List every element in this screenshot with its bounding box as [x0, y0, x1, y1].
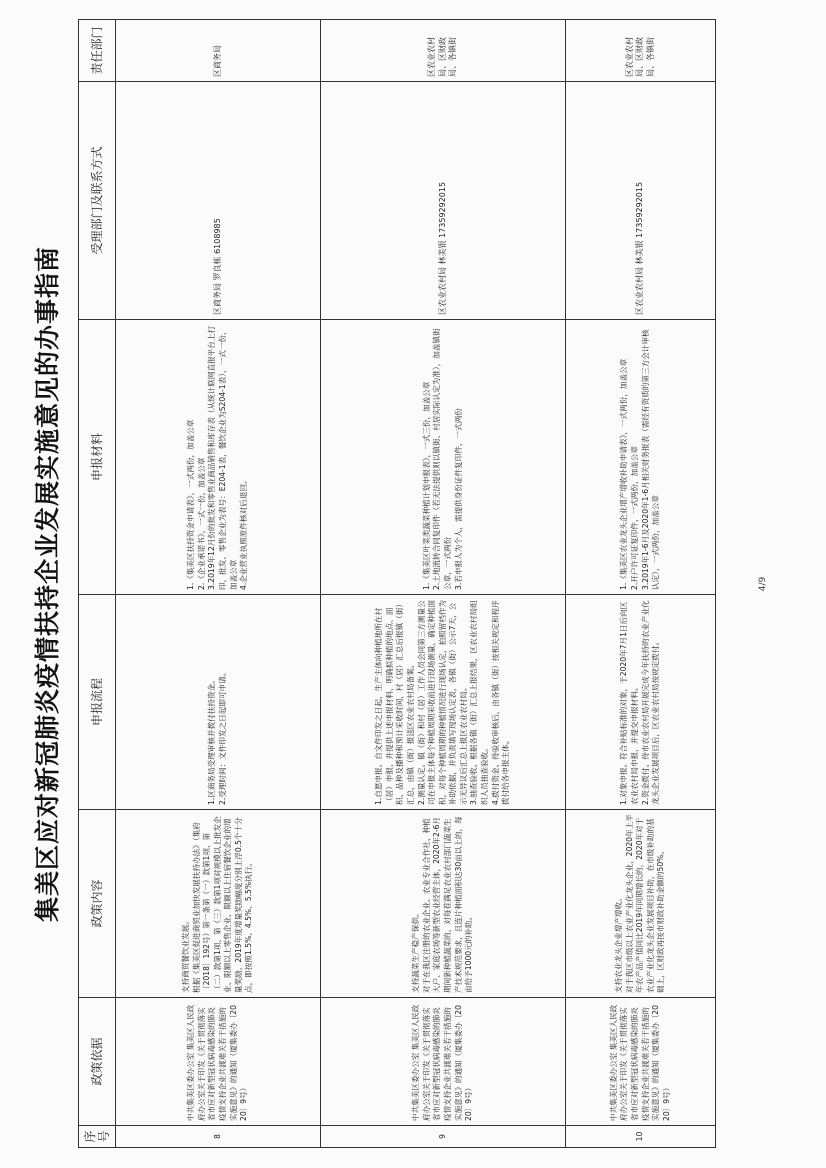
- material-line: 3.2019年12月份的批发和零售业商品销售和库存表（从统计联网直报平台上打印，批发、零售企业为表号：E204-1表，餐饮企业为S204-1表），一式一份，加盖公章: [207, 325, 238, 590]
- row-content: [321, 810, 566, 998]
- material-line: 4.企业营业执照原件核对后退回。: [239, 476, 249, 590]
- header-basis: 政策依据: [79, 998, 116, 1126]
- content-line: 对于在我区注册的农业企业、农业专业合作社、种植大户、家庭农场等新型农业经营主体，2020年2-6月期间新种植蔬菜的，对每茬满足农业农村部门蔬菜生产技术规范要求，且连片种植面积达30亩以上的，每亩给予1000元的补助。: [421, 816, 474, 993]
- document-title: 集美区应对新冠肺炎疫情扶持企业发展实施意见的办事指南: [33, 246, 62, 923]
- material-line: 3.2019年1-6月及2020年1-6月相关财务报表（需经有资质的第三方会计审核认定），一式两份，加盖公章: [640, 329, 661, 590]
- row-content: [116, 810, 321, 998]
- table-row: [116, 20, 321, 1148]
- table-header-row: [79, 20, 116, 1148]
- content-line: 根据《集美区促进商贸业加快发展扶持办法》（集府〔2018〕192号）第一条第（一）款第1项、第（二）款第1项、第（三）款第1项对规模以上批发企业、限额以上零售企业、限额以上住宿餐饮企业的增量奖励，2019年度增量奖励幅度分别上浮0.5个十分点，即按照1.5%、4.5%、5.5%执行。: [191, 816, 254, 993]
- guide-table: [78, 19, 716, 1148]
- row-materials: [321, 320, 566, 595]
- row-process: [321, 595, 566, 810]
- row-materials: [566, 320, 716, 595]
- process-line: 1.对象申报。符合补贴标准的对象，于2020年7月1日后向区农业农村局申报，并提交申报材料。: [619, 601, 639, 805]
- material-line: 2.开户许可证复印件，一式两份，加盖公章: [629, 446, 639, 590]
- row-dept: 区商务局: [116, 20, 321, 82]
- page-number: 4/9: [758, 576, 768, 592]
- table-row: [321, 20, 566, 1148]
- material-line: 1.《集美区扶持资金申请表》，一式两份，加盖公章: [186, 419, 196, 590]
- content-line: 支持农业龙头企业增产增收。: [614, 894, 624, 993]
- row-basis: 中共集美区委办公室 集美区人民政府办公室关于印发《关于贯彻落实省市应对新型冠状病毒感染的肺炎疫情支持企业共渡难关若干措施的实施意见》的通知（厦集委办〔2020〕9号）: [321, 998, 566, 1126]
- row-basis: 中共集美区委办公室 集美区人民政府办公室关于印发《关于贯彻落实省市应对新型冠状病毒感染的肺炎疫情支持企业共渡难关若干措施的实施意见》的通知（厦集委办〔2020〕9号）: [566, 998, 716, 1126]
- header-materials: 申报材料: [79, 320, 116, 595]
- row-dept: 区农业农村局、区财政局、各镇街: [566, 20, 716, 82]
- row-content: [566, 810, 716, 998]
- header-dept: 责任部门: [79, 20, 116, 82]
- row-seq: 8: [116, 1126, 321, 1148]
- header-content: 政策内容: [79, 810, 116, 998]
- row-contact: 区农业农村局 林美银 17359292015: [566, 82, 716, 320]
- row-process: [566, 595, 716, 810]
- row-contact: 区商务局 罗良栋 6108985: [116, 82, 321, 320]
- process-line: 2.受理时间：文件印发之日起即可申请。: [218, 668, 227, 805]
- material-line: 3.若申报人为个人，需提供身份证件复印件，一式两份: [453, 408, 463, 590]
- row-basis: 中共集美区委办公室 集美区人民政府办公室关于印发《关于贯彻落实省市应对新型冠状病毒感染的肺炎疫情支持企业共渡难关若干措施的实施意见》的通知（厦集委办〔2020〕9号）: [116, 998, 321, 1126]
- process-line: 3.抽查验收。根据各镇（街）汇总上报结果，区农业农村局组织人员抽查验收。: [469, 600, 490, 805]
- process-line: 1.区商务局受理审核并拨付扶持资金。: [207, 676, 217, 805]
- material-line: 1.《集美区农业龙头企业增产增收补助申请表》，一式两份，加盖公章: [619, 358, 629, 590]
- row-contact: 区农业农村局 林美银 17359292015: [321, 82, 566, 320]
- row-materials: [116, 320, 321, 595]
- material-line: 2.土地流转合同复印件（若无法提供则以镇街、村居实际认定为准），加盖镇街公章，一式两份: [432, 328, 452, 590]
- material-line: 2.《企业承诺书》，一式一份，加盖公章: [196, 457, 206, 590]
- header-seq: 序号: [79, 1126, 116, 1148]
- content-line: 支持商贸餐饮业发展。: [180, 917, 190, 993]
- row-seq: 10: [566, 1126, 716, 1148]
- header-contact: 受理部门及联系方式: [79, 82, 116, 320]
- process-line: 2.测量认定。镇（街）和村（居）工作人员会同第三方测量公司在申报主体每个种植周期采收前进行现场测量，确定种植面积，对每个种植周期的种植情况进行现场认定，拍照留档作为补助依据，并负责填写现场认定表，各镇（街）公示7天，公示无异议后汇总上报区农业农村局。: [416, 599, 468, 805]
- process-line: 4.拨付资金。待验收审核后，由各镇（街）按相关规定和程序拨付给各申报主体。: [490, 600, 511, 805]
- row-seq: 9: [321, 1126, 566, 1148]
- content-line: 支持蔬菜生产稳产保供。: [411, 909, 421, 993]
- content-line: 对于我区市级以上农业产业化龙头企业，2020年上半年农产品产值同比2019年同期增长的，2020年对于农业产业化龙头企业发展项目补助，在市级补助的基础上，区财政再按市财政补助金额的50%。: [624, 814, 666, 993]
- header-process: 申报流程: [79, 595, 116, 810]
- row-dept: 区农业农村局、区财政局、各镇街: [321, 20, 566, 82]
- table-row: [566, 20, 716, 1148]
- process-line: 1.自愿申报。自文件印发之日起，生产主体向种植地所在村（居）申报，并提供上述申报材料，明确拟种植的地点、面积、品种及播种和预计采收时间，村（居）汇总后报镇（街）汇总，由镇（街）报送区农业农村局备案。: [374, 599, 415, 805]
- process-line: 2.资金拨付。待市农业农村局开展完成今年扶持的农业产业化龙头企业发展项目后，区农业农村局按规定拨付。: [640, 600, 661, 805]
- material-line: 1.《集美区叶菜类蔬菜种植计划申报表》，一式三份，加盖公章: [421, 381, 431, 590]
- row-process: [116, 595, 321, 810]
